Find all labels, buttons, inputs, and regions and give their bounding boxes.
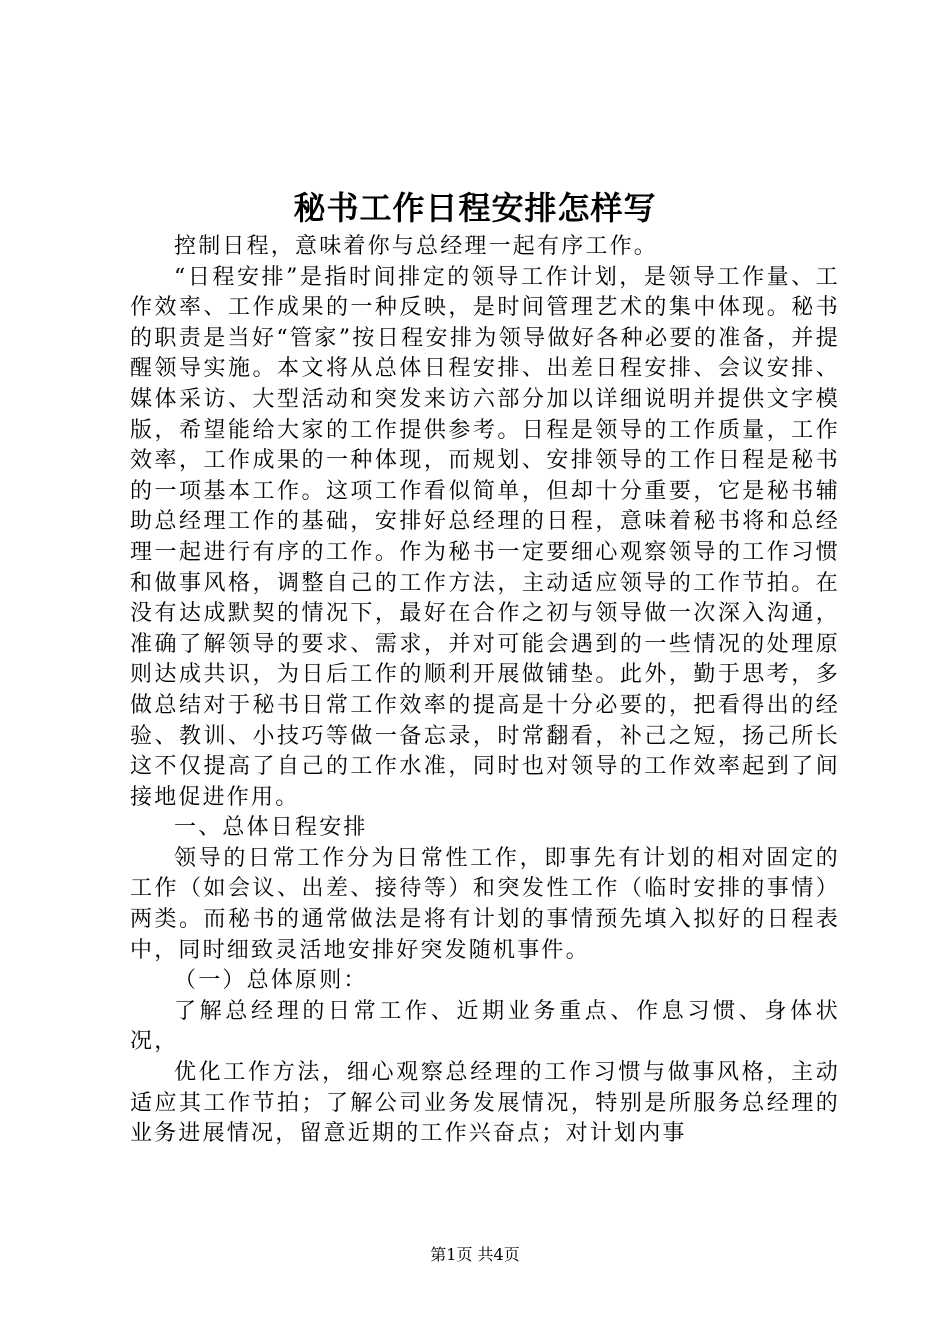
paragraph: 领导的日常工作分为日常性工作，即事先有计划的相对固定的工作（如会议、出差、接待等）和突发性工作（临时安排的事情）两类。而秘书的通常做法是将有计划的事情预先填入拟好的日程表中，同时细致灵活地安排好突发随机事件。 bbox=[130, 845, 840, 963]
subsection-heading: （一）总体原则： bbox=[174, 968, 368, 994]
paragraph: 优化工作方法，细心观察总经理的工作习惯与做事风格，主动适应其工作节拍；了解公司业务发展情况，特别是所服务总经理的业务进展情况，留意近期的工作兴奋点；对计划内事 bbox=[130, 1060, 840, 1147]
document-body bbox=[130, 232, 840, 1150]
section-heading: 一、总体日程安排 bbox=[174, 815, 368, 841]
paragraph: “日程安排”是指时间排定的领导工作计划，是领导工作量、工作效率、工作成果的一种反映，是时间管理艺术的集中体现。秘书的职责是当好“管家”按日程安排为领导做好各种必要的准备，并提醒领导实施。本文将从总体日程安排、出差日程安排、会议安排、媒体采访、大型活动和突发来访六部分加以详细说明并提供文字模版，希望能给大家的工作提供参考。日程是领导的工作质量，工作效率，工作成果的一种体现，而规划、安排领导的工作日程是秘书的一项基本工作。这项工作看似简单，但却十分重要，它是秘书辅助总经理工作的基础，安排好总经理的日程，意味着秘书将和总经理一起进行有序的工作。作为秘书一定要细心观察领导的工作习惯和做事风格，调整自己的工作方法，主动适应领导的工作节拍。在没有达成默契的情况下，最好在合作之初与领导做一次深入沟通，准确了解领导的要求、需求，并对可能会遇到的一些情况的处理原则达成共识，为日后工作的顺利开展做铺垫。此外，勤于思考，多做总结对于秘书日常工作效率的提高是十分必要的，把看得出的经验、教训、小技巧等做一备忘录，时常翻看，补己之短，扬己所长这不仅提高了自己的工作水准，同时也对领导的工作效率起到了间接地促进作用。 bbox=[130, 264, 840, 810]
paragraph: 控制日程，意味着你与总经理一起有序工作。 bbox=[174, 234, 659, 259]
paragraph: 了解总经理的日常工作、近期业务重点、作息习惯、身体状况， bbox=[130, 998, 840, 1055]
document-title: 秘书工作日程安排怎样写 bbox=[293, 189, 657, 227]
page-footer: 第1页 共4页 bbox=[430, 1245, 520, 1264]
